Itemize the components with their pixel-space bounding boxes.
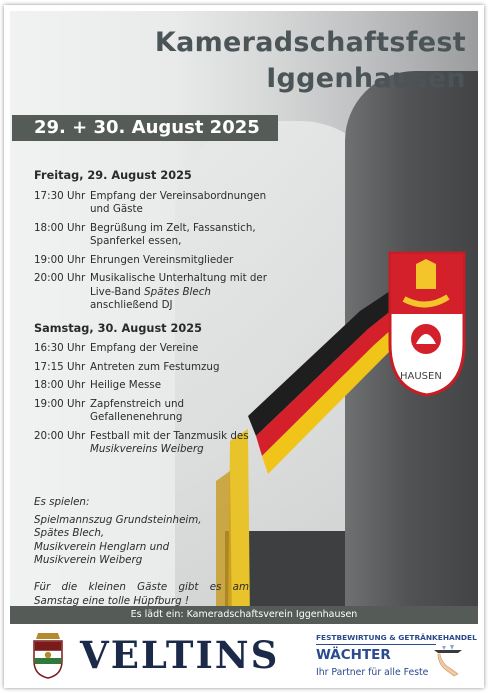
patch-text: HAUSEN bbox=[400, 371, 442, 382]
waechter-divider bbox=[316, 644, 436, 645]
event-desc-text: Musikalische Unterhaltung mit der Live-Band bbox=[90, 272, 267, 298]
club-patch-icon bbox=[386, 249, 468, 397]
event-time: 16:30 Uhr bbox=[34, 342, 86, 354]
poster-photo bbox=[10, 11, 478, 621]
event-desc bbox=[90, 430, 274, 457]
title-line-1: Kameradschaftsfest bbox=[154, 27, 466, 58]
day2-heading: Samstag, 30. August 2025 bbox=[34, 321, 202, 335]
waechter-slogan: Ihr Partner für alle Feste bbox=[316, 667, 429, 678]
kids-note: Für die kleinen Gäste gibt es am Samstag eine tolle Hüpfburg ! bbox=[34, 581, 249, 607]
waechter-tagline: FESTBEWIRTUNG & GETRÄNKEHANDEL bbox=[316, 633, 477, 642]
veltins-crest-icon bbox=[30, 631, 66, 679]
event-desc: Ehrungen Vereinsmitglieder bbox=[90, 253, 234, 266]
serving-hand-icon bbox=[428, 640, 468, 678]
event-time: 20:00 Uhr bbox=[34, 272, 86, 284]
event-time: 18:00 Uhr bbox=[34, 221, 86, 234]
event-desc: Empfang der Vereine bbox=[90, 342, 199, 354]
event-time: 17:15 Uhr bbox=[34, 360, 86, 373]
event-desc: Antreten zum Festumzug bbox=[90, 360, 220, 373]
bands-heading: Es spielen: bbox=[34, 496, 90, 508]
band-line: Spätes Blech, bbox=[34, 527, 105, 539]
bands-list bbox=[34, 496, 234, 568]
event-time: 19:00 Uhr bbox=[34, 397, 86, 410]
event-time: 18:00 Uhr bbox=[34, 379, 86, 391]
event-row bbox=[34, 361, 274, 375]
title-line-2: Iggenhausen bbox=[266, 63, 466, 94]
invite-bar: Es lädt ein: Kameradschaftsverein Iggenhausen bbox=[10, 606, 478, 624]
event-row bbox=[34, 190, 274, 217]
event-desc: Empfang der Vereinsabordnungen und Gäste bbox=[90, 189, 267, 215]
waechter-logo: WÄCHTER bbox=[316, 647, 391, 663]
poster-frame bbox=[4, 5, 484, 688]
band-name: Spätes Blech bbox=[144, 285, 211, 298]
event-time: 17:30 Uhr bbox=[34, 189, 86, 202]
event-desc-text: anschließend DJ bbox=[90, 299, 173, 311]
event-desc bbox=[90, 272, 274, 313]
veltins-logo: VELTINS bbox=[80, 633, 280, 677]
event-row bbox=[34, 342, 274, 356]
event-desc: Heilige Messe bbox=[90, 379, 162, 391]
event-time: 19:00 Uhr bbox=[34, 253, 86, 266]
event-row bbox=[34, 379, 274, 393]
poster-title bbox=[10, 25, 466, 97]
band-line: Spielmannszug Grundsteinheim, bbox=[34, 513, 202, 526]
event-row bbox=[34, 398, 274, 425]
sponsor-strip bbox=[4, 625, 484, 688]
band-name: Musikvereins Weiberg bbox=[90, 443, 204, 455]
event-row bbox=[34, 222, 274, 249]
schedule bbox=[34, 169, 274, 462]
day1-heading: Freitag, 29. August 2025 bbox=[34, 169, 192, 182]
event-row bbox=[34, 430, 274, 457]
date-banner: 29. + 30. August 2025 bbox=[12, 115, 278, 141]
band-line: Musikverein Weiberg bbox=[34, 554, 143, 566]
event-row bbox=[34, 254, 274, 268]
event-desc: Zapfenstreich und Gefallenenehrung bbox=[90, 397, 185, 423]
event-row bbox=[34, 272, 274, 313]
event-desc-text: Festball mit der Tanzmusik des bbox=[90, 429, 249, 442]
event-desc: Begrüßung im Zelt, Fassanstich, Spanferkel essen, bbox=[90, 221, 256, 247]
event-time: 20:00 Uhr bbox=[34, 429, 86, 442]
band-line: Musikverein Henglarn und bbox=[34, 540, 170, 553]
